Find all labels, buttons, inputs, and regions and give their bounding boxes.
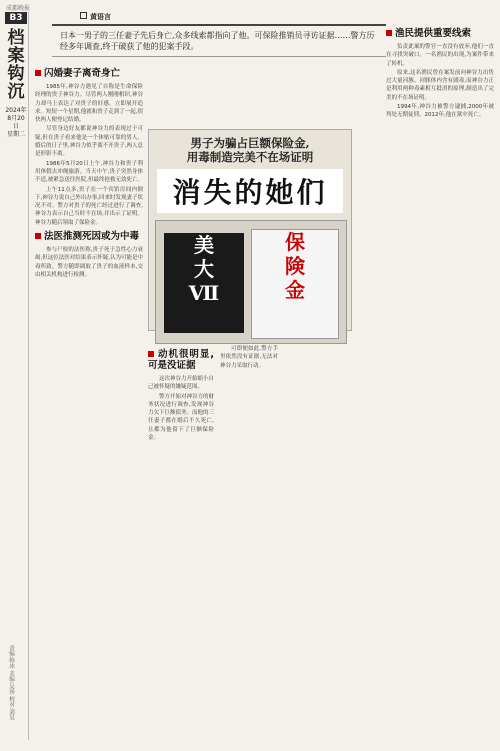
top-meta: 成都晚报 [6, 5, 31, 12]
section-sidebar [5, 12, 27, 740]
column-5: 渔民提供重要线索 负责此案的警官一直没有放弃,他们一直在寻找突破口。一名渔民的出现,为案件带来了转机。 原来,这名渔民曾在案发前向神谷力出售过大量河豚。河豚体内含有剧毒,而神谷力正是利用两种毒素相互抵消的原理,制造出了完美的不在场证明。 1994年,神谷力被警方逮捕,2000年被判处无期徒刑。2012年,他在狱中死亡。 [386, 28, 494, 119]
section-heading: 动机很明显,可是没证据 [148, 349, 214, 371]
lead-paragraph: 日本一男子的三任妻子先后身亡,众多线索都指向了他。可保险推销员寻访证据……警方历经多年调查,终于破获了他的犯案手段。 [52, 24, 386, 57]
column-4 [284, 345, 350, 740]
square-icon [35, 233, 41, 239]
square-icon [148, 351, 154, 357]
section-heading: 渔民提供重要线索 [386, 28, 494, 39]
square-icon [386, 30, 392, 36]
section-heading: 闪婚妻子离奇身亡 [35, 68, 143, 79]
issue-date: 2024年 8月20日 星期二 [5, 107, 27, 138]
divider [28, 12, 29, 740]
square-icon [35, 70, 41, 76]
photo-poster-right: 保 険 金 [251, 229, 339, 339]
news-photo [155, 220, 347, 344]
feature-subtitle: 男子为骗占巨额保险金, 用毒制造完美不在场证明 [186, 136, 314, 164]
section-heading: 法医推测死因或为中毒 [35, 231, 143, 242]
square-icon [80, 12, 87, 19]
feature-main-title: 消失的她们 [157, 169, 343, 213]
editor-credits: 责编:韩冰 美编:吴珍 校对:刘昊 [8, 644, 14, 720]
column-3: 可即便如此,警方手里依然没有证据,无法对神谷力采取行动。 [220, 346, 278, 369]
column-1: 闪婚妻子离奇身亡 1985年,神谷力遇见了自称是生命保险经理的贵子神谷力。尽管两人刚刚相识,神谷力却马上表达了对贵子的好感。立即展开追求。短短一个星期,他就和贵子走到了一起,很快两人便登记结婚。 尽管身边好友都说神谷力的表现过于可疑,但在贵子看来他是一个体贴可靠的男人。婚后的日子里,神谷力似乎离不开贵子,两人总是形影不离。 1986年5月20日上午,神谷力和贵子利用休假去冲绳旅游。当天中午,贵子突然身体不适,被紧急送往医院,但最终抢救无效死亡。 上午11点多,贵子在一个宾馆房间内倒下,神谷力说自己外出办事,回来时发现妻子状况不对。警方对贵子的死亡经过进行了调查,神谷力表示自己当时不在场,并出示了证明。神谷力随后领取了保险金。 法医推测死因或为中毒 参与尸检的法医称,贵子死于急性心力衰竭,但这位法医对结果表示怀疑,认为可能是中毒所致。警方随即调取了贵子的血液样本,交由相关机构进行检测。 [35, 68, 143, 278]
section-title: 档 案 钩 沉 [7, 28, 25, 102]
section-number: B3 [5, 12, 27, 24]
byline: 黄语言 [80, 12, 111, 22]
photo-poster-left: 美 大 Ⅶ [164, 233, 244, 333]
column-2: 动机很明显,可是没证据 这次神谷力开始缩小自己被怀疑的嫌疑范围。 警方开始对神谷力的财务状况进行调查,发现神谷力欠下巨额债务。而他的三任妻子都在婚后不久死亡,且都为他留下了巨额保险金。 [148, 349, 214, 442]
